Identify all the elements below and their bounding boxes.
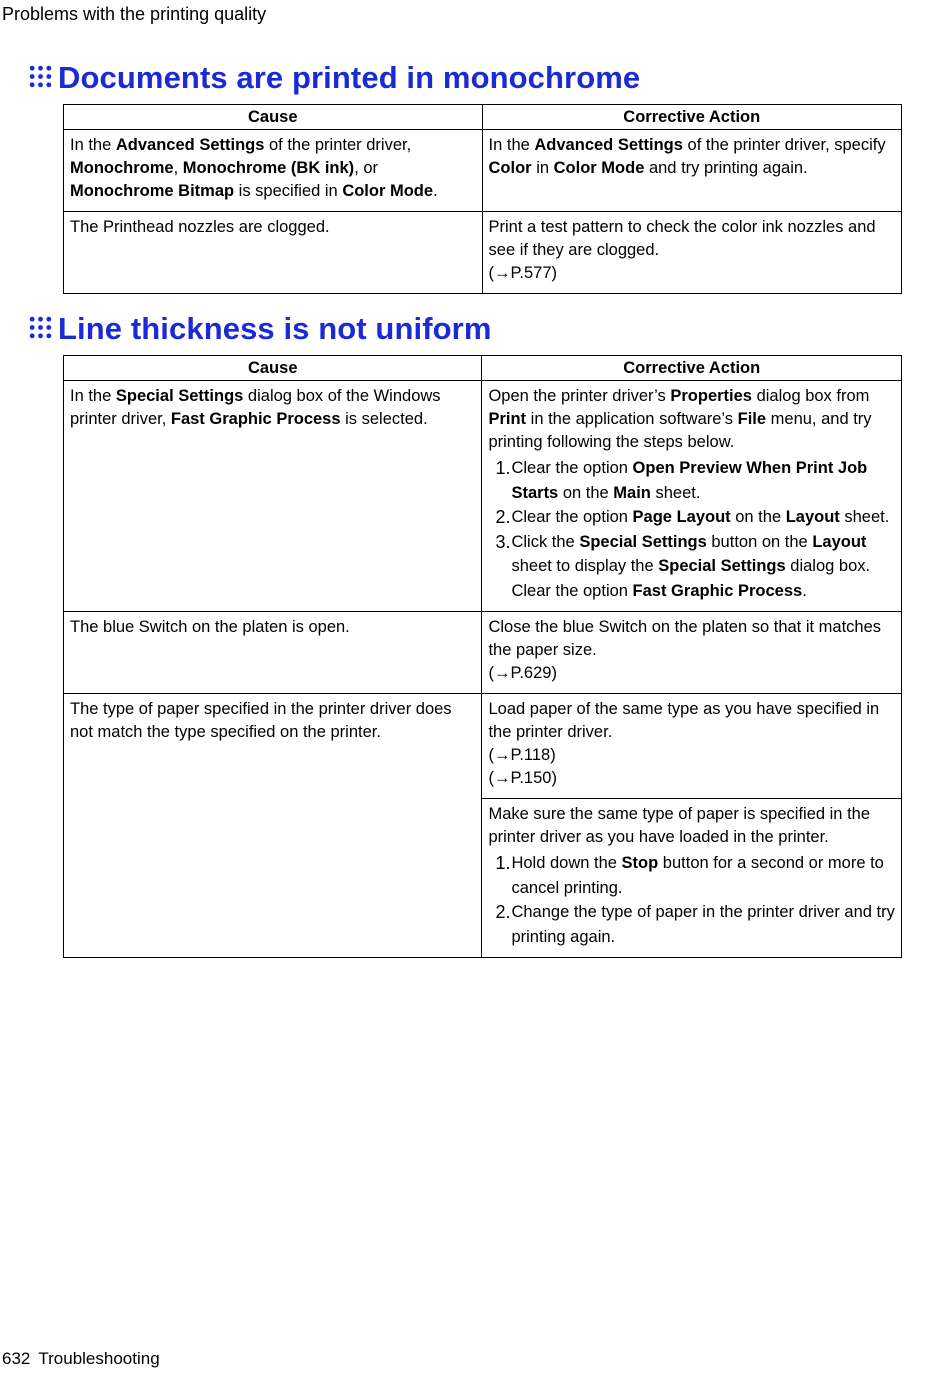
list-item: 3. Click the Special Settings button on the Layout sheet to display the Special Settings dialog box. Clear the option Fast Graphic Process.	[495, 531, 871, 600]
table-row	[64, 130, 902, 212]
line-thickness-table	[63, 355, 902, 958]
table-row	[64, 381, 902, 612]
list-item: 1. Hold down the Stop button for a second or more to cancel printing.	[495, 853, 884, 897]
table-row	[64, 612, 902, 694]
grid-bullet-icon	[28, 315, 53, 340]
cause-header: Cause	[64, 105, 483, 130]
list-item: 2. Change the type of paper in the printer driver and try printing again.	[495, 902, 895, 946]
running-head: Problems with the printing quality	[2, 4, 267, 24]
table-row	[64, 212, 902, 294]
page-reference: (→P.577)	[488, 264, 557, 282]
cause-cell: The type of paper specified in the printer driver does not match the type specified on the printer.	[64, 694, 482, 958]
cause-cell: In the Special Settings dialog box of the Windows printer driver, Fast Graphic Process is selected.	[64, 381, 482, 612]
page-reference: (→P.629)	[488, 664, 557, 682]
section-title-line-thickness	[28, 311, 492, 347]
cause-cell: In the Advanced Settings of the printer driver, Monochrome, Monochrome (BK ink), or Monochrome Bitmap is specified in Color Mode.	[64, 130, 483, 212]
list-item: 1. Clear the option Open Preview When Print Job Starts on the Main sheet.	[495, 458, 868, 502]
steps-list	[488, 851, 895, 949]
section-title-text: Documents are printed in monochrome	[58, 60, 641, 95]
page-number: 632	[2, 1349, 31, 1368]
action-header: Corrective Action	[482, 356, 902, 381]
page-footer	[2, 1349, 160, 1369]
monochrome-table	[63, 104, 902, 294]
action-cell: Open the printer driver’s Properties dialog box from Print in the application software’s File menu, and try printing following the steps below. 1. Clear the option Open Preview When Print Job Starts on the Main sheet. 2. Clear the option Page Layout on the Layout sheet. 3. Click the Special Settings button on the Layout sheet to display the Special Settings dialog box. Clear the option Fast Graphic Process.	[482, 381, 902, 612]
action-header: Corrective Action	[482, 105, 901, 130]
footer-section: Troubleshooting	[38, 1349, 160, 1368]
section-title-text: Line thickness is not uniform	[58, 311, 492, 346]
cause-cell: The blue Switch on the platen is open.	[64, 612, 482, 694]
action-cell: Make sure the same type of paper is specified in the printer driver as you have loaded in the printer. 1. Hold down the Stop button for a second or more to cancel printing. 2. Change the type of paper in the printer driver and try printing again.	[482, 799, 902, 958]
action-cell: Print a test pattern to check the color ink nozzles and see if they are clogged. (→P.577)	[482, 212, 901, 294]
action-cell: Load paper of the same type as you have specified in the printer driver. (→P.118) (→P.150)	[482, 694, 902, 799]
steps-list	[488, 456, 895, 603]
action-cell: Close the blue Switch on the platen so that it matches the paper size. (→P.629)	[482, 612, 902, 694]
page-reference: (→P.150)	[488, 769, 557, 787]
page-reference: (→P.118)	[488, 746, 556, 764]
cause-cell: The Printhead nozzles are clogged.	[64, 212, 483, 294]
table-row	[64, 694, 902, 799]
action-cell: In the Advanced Settings of the printer driver, specify Color in Color Mode and try printing again.	[482, 130, 901, 212]
grid-bullet-icon	[28, 64, 53, 89]
list-item: 2. Clear the option Page Layout on the Layout sheet.	[495, 507, 890, 527]
section-title-monochrome	[28, 60, 640, 96]
cause-header: Cause	[64, 356, 482, 381]
